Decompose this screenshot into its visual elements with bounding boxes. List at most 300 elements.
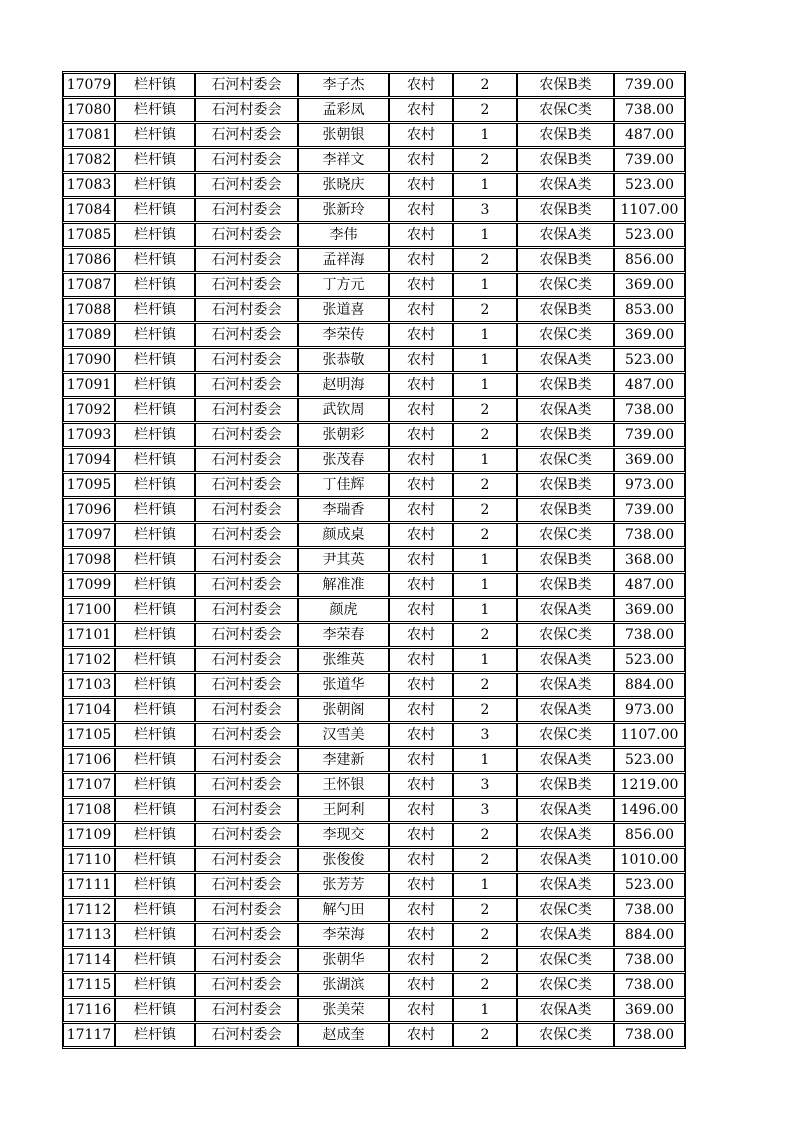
cell-insurance-category: 农保A类 <box>517 348 614 372</box>
cell-household-type: 农村 <box>389 473 453 497</box>
cell-town: 栏杆镇 <box>115 848 195 872</box>
cell-village-committee: 石河村委会 <box>195 148 298 172</box>
cell-person-count: 2 <box>453 473 517 497</box>
cell-town: 栏杆镇 <box>115 523 195 547</box>
cell-town: 栏杆镇 <box>115 598 195 622</box>
cell-serial-number: 17089 <box>63 323 115 347</box>
cell-insurance-category: 农保B类 <box>517 73 614 97</box>
cell-insurance-category: 农保B类 <box>517 773 614 797</box>
cell-village-committee: 石河村委会 <box>195 923 298 947</box>
cell-household-type: 农村 <box>389 848 453 872</box>
table-row <box>63 448 685 472</box>
cell-village-committee: 石河村委会 <box>195 223 298 247</box>
cell-serial-number: 17110 <box>63 848 115 872</box>
cell-village-committee: 石河村委会 <box>195 1023 298 1047</box>
cell-village-committee: 石河村委会 <box>195 323 298 347</box>
cell-name: 张湖滨 <box>298 973 389 997</box>
cell-serial-number: 17099 <box>63 573 115 597</box>
cell-serial-number: 17093 <box>63 423 115 447</box>
cell-serial-number: 17103 <box>63 673 115 697</box>
cell-household-type: 农村 <box>389 648 453 672</box>
cell-name: 颜成桌 <box>298 523 389 547</box>
cell-name: 解准准 <box>298 573 389 597</box>
cell-amount: 739.00 <box>614 423 685 447</box>
cell-person-count: 1 <box>453 873 517 897</box>
cell-amount: 487.00 <box>614 373 685 397</box>
table-row <box>63 498 685 522</box>
table-row <box>63 673 685 697</box>
table-row <box>63 173 685 197</box>
cell-person-count: 1 <box>453 573 517 597</box>
cell-amount: 884.00 <box>614 923 685 947</box>
cell-village-committee: 石河村委会 <box>195 848 298 872</box>
cell-household-type: 农村 <box>389 98 453 122</box>
cell-name: 张朝华 <box>298 948 389 972</box>
cell-serial-number: 17085 <box>63 223 115 247</box>
cell-village-committee: 石河村委会 <box>195 723 298 747</box>
cell-person-count: 1 <box>453 348 517 372</box>
cell-serial-number: 17117 <box>63 1023 115 1047</box>
cell-insurance-category: 农保A类 <box>517 648 614 672</box>
cell-household-type: 农村 <box>389 523 453 547</box>
cell-person-count: 2 <box>453 973 517 997</box>
cell-village-committee: 石河村委会 <box>195 123 298 147</box>
cell-amount: 523.00 <box>614 348 685 372</box>
cell-person-count: 2 <box>453 698 517 722</box>
cell-town: 栏杆镇 <box>115 73 195 97</box>
cell-household-type: 农村 <box>389 898 453 922</box>
table-row <box>63 923 685 947</box>
cell-amount: 368.00 <box>614 548 685 572</box>
cell-town: 栏杆镇 <box>115 948 195 972</box>
cell-amount: 369.00 <box>614 998 685 1022</box>
cell-amount: 523.00 <box>614 873 685 897</box>
table-row <box>63 223 685 247</box>
cell-person-count: 1 <box>453 648 517 672</box>
cell-household-type: 农村 <box>389 323 453 347</box>
cell-amount: 369.00 <box>614 598 685 622</box>
cell-name: 汉雪美 <box>298 723 389 747</box>
cell-town: 栏杆镇 <box>115 223 195 247</box>
cell-amount: 973.00 <box>614 473 685 497</box>
cell-serial-number: 17087 <box>63 273 115 297</box>
table-row <box>63 248 685 272</box>
cell-name: 张朝银 <box>298 123 389 147</box>
cell-village-committee: 石河村委会 <box>195 348 298 372</box>
cell-person-count: 1 <box>453 598 517 622</box>
cell-insurance-category: 农保B类 <box>517 148 614 172</box>
payment-roster-table <box>62 71 686 1049</box>
table-row <box>63 398 685 422</box>
cell-insurance-category: 农保A类 <box>517 798 614 822</box>
cell-village-committee: 石河村委会 <box>195 598 298 622</box>
cell-person-count: 2 <box>453 398 517 422</box>
cell-town: 栏杆镇 <box>115 1023 195 1047</box>
table-row <box>63 798 685 822</box>
cell-household-type: 农村 <box>389 548 453 572</box>
cell-town: 栏杆镇 <box>115 823 195 847</box>
cell-insurance-category: 农保B类 <box>517 573 614 597</box>
cell-household-type: 农村 <box>389 1023 453 1047</box>
cell-person-count: 1 <box>453 123 517 147</box>
cell-serial-number: 17091 <box>63 373 115 397</box>
cell-person-count: 1 <box>453 373 517 397</box>
cell-serial-number: 17105 <box>63 723 115 747</box>
cell-person-count: 3 <box>453 798 517 822</box>
cell-amount: 1219.00 <box>614 773 685 797</box>
cell-household-type: 农村 <box>389 498 453 522</box>
cell-village-committee: 石河村委会 <box>195 73 298 97</box>
table-row <box>63 73 685 97</box>
cell-household-type: 农村 <box>389 823 453 847</box>
cell-amount: 884.00 <box>614 673 685 697</box>
table-row <box>63 123 685 147</box>
table-row <box>63 348 685 372</box>
cell-town: 栏杆镇 <box>115 748 195 772</box>
cell-serial-number: 17106 <box>63 748 115 772</box>
cell-person-count: 2 <box>453 948 517 972</box>
cell-insurance-category: 农保A类 <box>517 398 614 422</box>
cell-town: 栏杆镇 <box>115 973 195 997</box>
cell-name: 赵成奎 <box>298 1023 389 1047</box>
cell-village-committee: 石河村委会 <box>195 398 298 422</box>
table-row <box>63 648 685 672</box>
cell-serial-number: 17086 <box>63 248 115 272</box>
table-row <box>63 1023 685 1047</box>
cell-amount: 523.00 <box>614 748 685 772</box>
cell-person-count: 2 <box>453 298 517 322</box>
cell-person-count: 1 <box>453 223 517 247</box>
cell-town: 栏杆镇 <box>115 273 195 297</box>
cell-name: 张晓庆 <box>298 173 389 197</box>
table-row <box>63 948 685 972</box>
cell-amount: 369.00 <box>614 448 685 472</box>
cell-town: 栏杆镇 <box>115 923 195 947</box>
cell-town: 栏杆镇 <box>115 298 195 322</box>
table-row <box>63 973 685 997</box>
cell-amount: 973.00 <box>614 698 685 722</box>
cell-name: 张俊俊 <box>298 848 389 872</box>
cell-insurance-category: 农保C类 <box>517 273 614 297</box>
cell-village-committee: 石河村委会 <box>195 823 298 847</box>
cell-village-committee: 石河村委会 <box>195 898 298 922</box>
cell-household-type: 农村 <box>389 573 453 597</box>
cell-insurance-category: 农保A类 <box>517 673 614 697</box>
cell-person-count: 2 <box>453 523 517 547</box>
cell-town: 栏杆镇 <box>115 473 195 497</box>
cell-name: 张朝彩 <box>298 423 389 447</box>
cell-amount: 369.00 <box>614 323 685 347</box>
cell-household-type: 农村 <box>389 298 453 322</box>
cell-serial-number: 17108 <box>63 798 115 822</box>
cell-person-count: 2 <box>453 1023 517 1047</box>
cell-household-type: 农村 <box>389 873 453 897</box>
cell-town: 栏杆镇 <box>115 723 195 747</box>
cell-name: 张维英 <box>298 648 389 672</box>
cell-name: 张芳芳 <box>298 873 389 897</box>
cell-person-count: 2 <box>453 823 517 847</box>
cell-town: 栏杆镇 <box>115 873 195 897</box>
cell-village-committee: 石河村委会 <box>195 648 298 672</box>
cell-insurance-category: 农保C类 <box>517 448 614 472</box>
cell-village-committee: 石河村委会 <box>195 798 298 822</box>
cell-household-type: 农村 <box>389 173 453 197</box>
cell-serial-number: 17109 <box>63 823 115 847</box>
cell-name: 张新玲 <box>298 198 389 222</box>
cell-name: 李建新 <box>298 748 389 772</box>
cell-household-type: 农村 <box>389 223 453 247</box>
table-row <box>63 98 685 122</box>
cell-person-count: 2 <box>453 248 517 272</box>
table-row <box>63 748 685 772</box>
table-row <box>63 848 685 872</box>
cell-name: 张茂春 <box>298 448 389 472</box>
table-row <box>63 473 685 497</box>
cell-household-type: 农村 <box>389 373 453 397</box>
table-row <box>63 723 685 747</box>
cell-name: 王怀银 <box>298 773 389 797</box>
cell-name: 张美荣 <box>298 998 389 1022</box>
cell-household-type: 农村 <box>389 198 453 222</box>
cell-amount: 487.00 <box>614 573 685 597</box>
cell-person-count: 1 <box>453 998 517 1022</box>
cell-amount: 369.00 <box>614 273 685 297</box>
cell-village-committee: 石河村委会 <box>195 948 298 972</box>
cell-household-type: 农村 <box>389 998 453 1022</box>
table-row <box>63 373 685 397</box>
cell-insurance-category: 农保A类 <box>517 873 614 897</box>
cell-household-type: 农村 <box>389 673 453 697</box>
cell-serial-number: 17102 <box>63 648 115 672</box>
cell-town: 栏杆镇 <box>115 398 195 422</box>
cell-household-type: 农村 <box>389 948 453 972</box>
cell-household-type: 农村 <box>389 623 453 647</box>
table-row <box>63 148 685 172</box>
cell-household-type: 农村 <box>389 773 453 797</box>
cell-person-count: 2 <box>453 898 517 922</box>
cell-insurance-category: 农保A类 <box>517 223 614 247</box>
cell-serial-number: 17116 <box>63 998 115 1022</box>
cell-insurance-category: 农保C类 <box>517 1023 614 1047</box>
cell-town: 栏杆镇 <box>115 548 195 572</box>
table-row <box>63 823 685 847</box>
table-row <box>63 773 685 797</box>
cell-village-committee: 石河村委会 <box>195 98 298 122</box>
cell-town: 栏杆镇 <box>115 323 195 347</box>
cell-village-committee: 石河村委会 <box>195 548 298 572</box>
cell-town: 栏杆镇 <box>115 798 195 822</box>
cell-village-committee: 石河村委会 <box>195 298 298 322</box>
table-row <box>63 548 685 572</box>
cell-town: 栏杆镇 <box>115 998 195 1022</box>
cell-person-count: 1 <box>453 173 517 197</box>
cell-insurance-category: 农保C类 <box>517 973 614 997</box>
cell-person-count: 1 <box>453 748 517 772</box>
cell-amount: 738.00 <box>614 1023 685 1047</box>
cell-village-committee: 石河村委会 <box>195 173 298 197</box>
cell-household-type: 农村 <box>389 248 453 272</box>
cell-town: 栏杆镇 <box>115 648 195 672</box>
cell-serial-number: 17100 <box>63 598 115 622</box>
cell-insurance-category: 农保A类 <box>517 598 614 622</box>
table-row <box>63 423 685 447</box>
cell-town: 栏杆镇 <box>115 623 195 647</box>
table-row <box>63 273 685 297</box>
cell-town: 栏杆镇 <box>115 698 195 722</box>
cell-town: 栏杆镇 <box>115 123 195 147</box>
cell-insurance-category: 农保B类 <box>517 298 614 322</box>
cell-person-count: 1 <box>453 273 517 297</box>
cell-name: 武钦周 <box>298 398 389 422</box>
cell-name: 赵明海 <box>298 373 389 397</box>
cell-town: 栏杆镇 <box>115 573 195 597</box>
cell-amount: 738.00 <box>614 898 685 922</box>
cell-village-committee: 石河村委会 <box>195 873 298 897</box>
cell-insurance-category: 农保C类 <box>517 948 614 972</box>
cell-person-count: 2 <box>453 98 517 122</box>
cell-serial-number: 17090 <box>63 348 115 372</box>
cell-household-type: 农村 <box>389 748 453 772</box>
cell-name: 王阿利 <box>298 798 389 822</box>
table-row <box>63 523 685 547</box>
table-row <box>63 998 685 1022</box>
cell-town: 栏杆镇 <box>115 498 195 522</box>
cell-village-committee: 石河村委会 <box>195 423 298 447</box>
cell-name: 尹其英 <box>298 548 389 572</box>
cell-insurance-category: 农保B类 <box>517 423 614 447</box>
cell-serial-number: 17113 <box>63 923 115 947</box>
cell-household-type: 农村 <box>389 123 453 147</box>
cell-person-count: 2 <box>453 623 517 647</box>
cell-village-committee: 石河村委会 <box>195 523 298 547</box>
cell-name: 李祥文 <box>298 148 389 172</box>
cell-amount: 523.00 <box>614 223 685 247</box>
cell-town: 栏杆镇 <box>115 198 195 222</box>
cell-serial-number: 17104 <box>63 698 115 722</box>
cell-village-committee: 石河村委会 <box>195 573 298 597</box>
cell-serial-number: 17098 <box>63 548 115 572</box>
table-row <box>63 298 685 322</box>
cell-insurance-category: 农保B类 <box>517 198 614 222</box>
cell-name: 孟彩凤 <box>298 98 389 122</box>
cell-household-type: 农村 <box>389 448 453 472</box>
cell-amount: 738.00 <box>614 98 685 122</box>
cell-town: 栏杆镇 <box>115 448 195 472</box>
cell-serial-number: 17115 <box>63 973 115 997</box>
table-row <box>63 323 685 347</box>
cell-amount: 739.00 <box>614 148 685 172</box>
cell-amount: 739.00 <box>614 73 685 97</box>
cell-name: 丁佳辉 <box>298 473 389 497</box>
cell-name: 李荣春 <box>298 623 389 647</box>
cell-household-type: 农村 <box>389 698 453 722</box>
cell-household-type: 农村 <box>389 423 453 447</box>
cell-amount: 523.00 <box>614 173 685 197</box>
cell-serial-number: 17111 <box>63 873 115 897</box>
cell-amount: 738.00 <box>614 523 685 547</box>
table-row <box>63 198 685 222</box>
cell-village-committee: 石河村委会 <box>195 473 298 497</box>
cell-serial-number: 17114 <box>63 948 115 972</box>
table-row <box>63 623 685 647</box>
cell-serial-number: 17112 <box>63 898 115 922</box>
cell-person-count: 3 <box>453 773 517 797</box>
cell-name: 解勺田 <box>298 898 389 922</box>
cell-insurance-category: 农保A类 <box>517 173 614 197</box>
cell-serial-number: 17096 <box>63 498 115 522</box>
cell-name: 张道喜 <box>298 298 389 322</box>
cell-name: 李伟 <box>298 223 389 247</box>
cell-household-type: 农村 <box>389 798 453 822</box>
cell-person-count: 1 <box>453 548 517 572</box>
cell-amount: 739.00 <box>614 498 685 522</box>
cell-name: 张恭敬 <box>298 348 389 372</box>
cell-household-type: 农村 <box>389 398 453 422</box>
table-row <box>63 898 685 922</box>
cell-serial-number: 17084 <box>63 198 115 222</box>
cell-serial-number: 17107 <box>63 773 115 797</box>
cell-amount: 856.00 <box>614 823 685 847</box>
cell-insurance-category: 农保B类 <box>517 548 614 572</box>
cell-serial-number: 17092 <box>63 398 115 422</box>
cell-name: 颜虎 <box>298 598 389 622</box>
cell-insurance-category: 农保B类 <box>517 373 614 397</box>
cell-amount: 1107.00 <box>614 198 685 222</box>
cell-insurance-category: 农保B类 <box>517 473 614 497</box>
cell-person-count: 2 <box>453 848 517 872</box>
cell-town: 栏杆镇 <box>115 673 195 697</box>
cell-village-committee: 石河村委会 <box>195 673 298 697</box>
cell-name: 李荣海 <box>298 923 389 947</box>
cell-amount: 738.00 <box>614 623 685 647</box>
cell-household-type: 农村 <box>389 973 453 997</box>
cell-village-committee: 石河村委会 <box>195 498 298 522</box>
cell-person-count: 2 <box>453 148 517 172</box>
cell-household-type: 农村 <box>389 598 453 622</box>
cell-household-type: 农村 <box>389 148 453 172</box>
cell-town: 栏杆镇 <box>115 423 195 447</box>
cell-serial-number: 17088 <box>63 298 115 322</box>
cell-household-type: 农村 <box>389 273 453 297</box>
cell-household-type: 农村 <box>389 348 453 372</box>
cell-town: 栏杆镇 <box>115 348 195 372</box>
cell-household-type: 农村 <box>389 923 453 947</box>
cell-person-count: 3 <box>453 198 517 222</box>
cell-insurance-category: 农保C类 <box>517 323 614 347</box>
cell-serial-number: 17081 <box>63 123 115 147</box>
cell-person-count: 2 <box>453 423 517 447</box>
cell-person-count: 2 <box>453 498 517 522</box>
cell-amount: 856.00 <box>614 248 685 272</box>
table-row <box>63 598 685 622</box>
cell-town: 栏杆镇 <box>115 98 195 122</box>
table-row <box>63 873 685 897</box>
cell-serial-number: 17083 <box>63 173 115 197</box>
cell-insurance-category: 农保C类 <box>517 898 614 922</box>
cell-insurance-category: 农保C类 <box>517 723 614 747</box>
cell-serial-number: 17080 <box>63 98 115 122</box>
cell-name: 丁方元 <box>298 273 389 297</box>
cell-amount: 523.00 <box>614 648 685 672</box>
cell-household-type: 农村 <box>389 723 453 747</box>
cell-insurance-category: 农保C类 <box>517 98 614 122</box>
cell-name: 李子杰 <box>298 73 389 97</box>
cell-amount: 738.00 <box>614 973 685 997</box>
cell-name: 李荣传 <box>298 323 389 347</box>
cell-village-committee: 石河村委会 <box>195 273 298 297</box>
cell-amount: 1107.00 <box>614 723 685 747</box>
cell-person-count: 2 <box>453 73 517 97</box>
